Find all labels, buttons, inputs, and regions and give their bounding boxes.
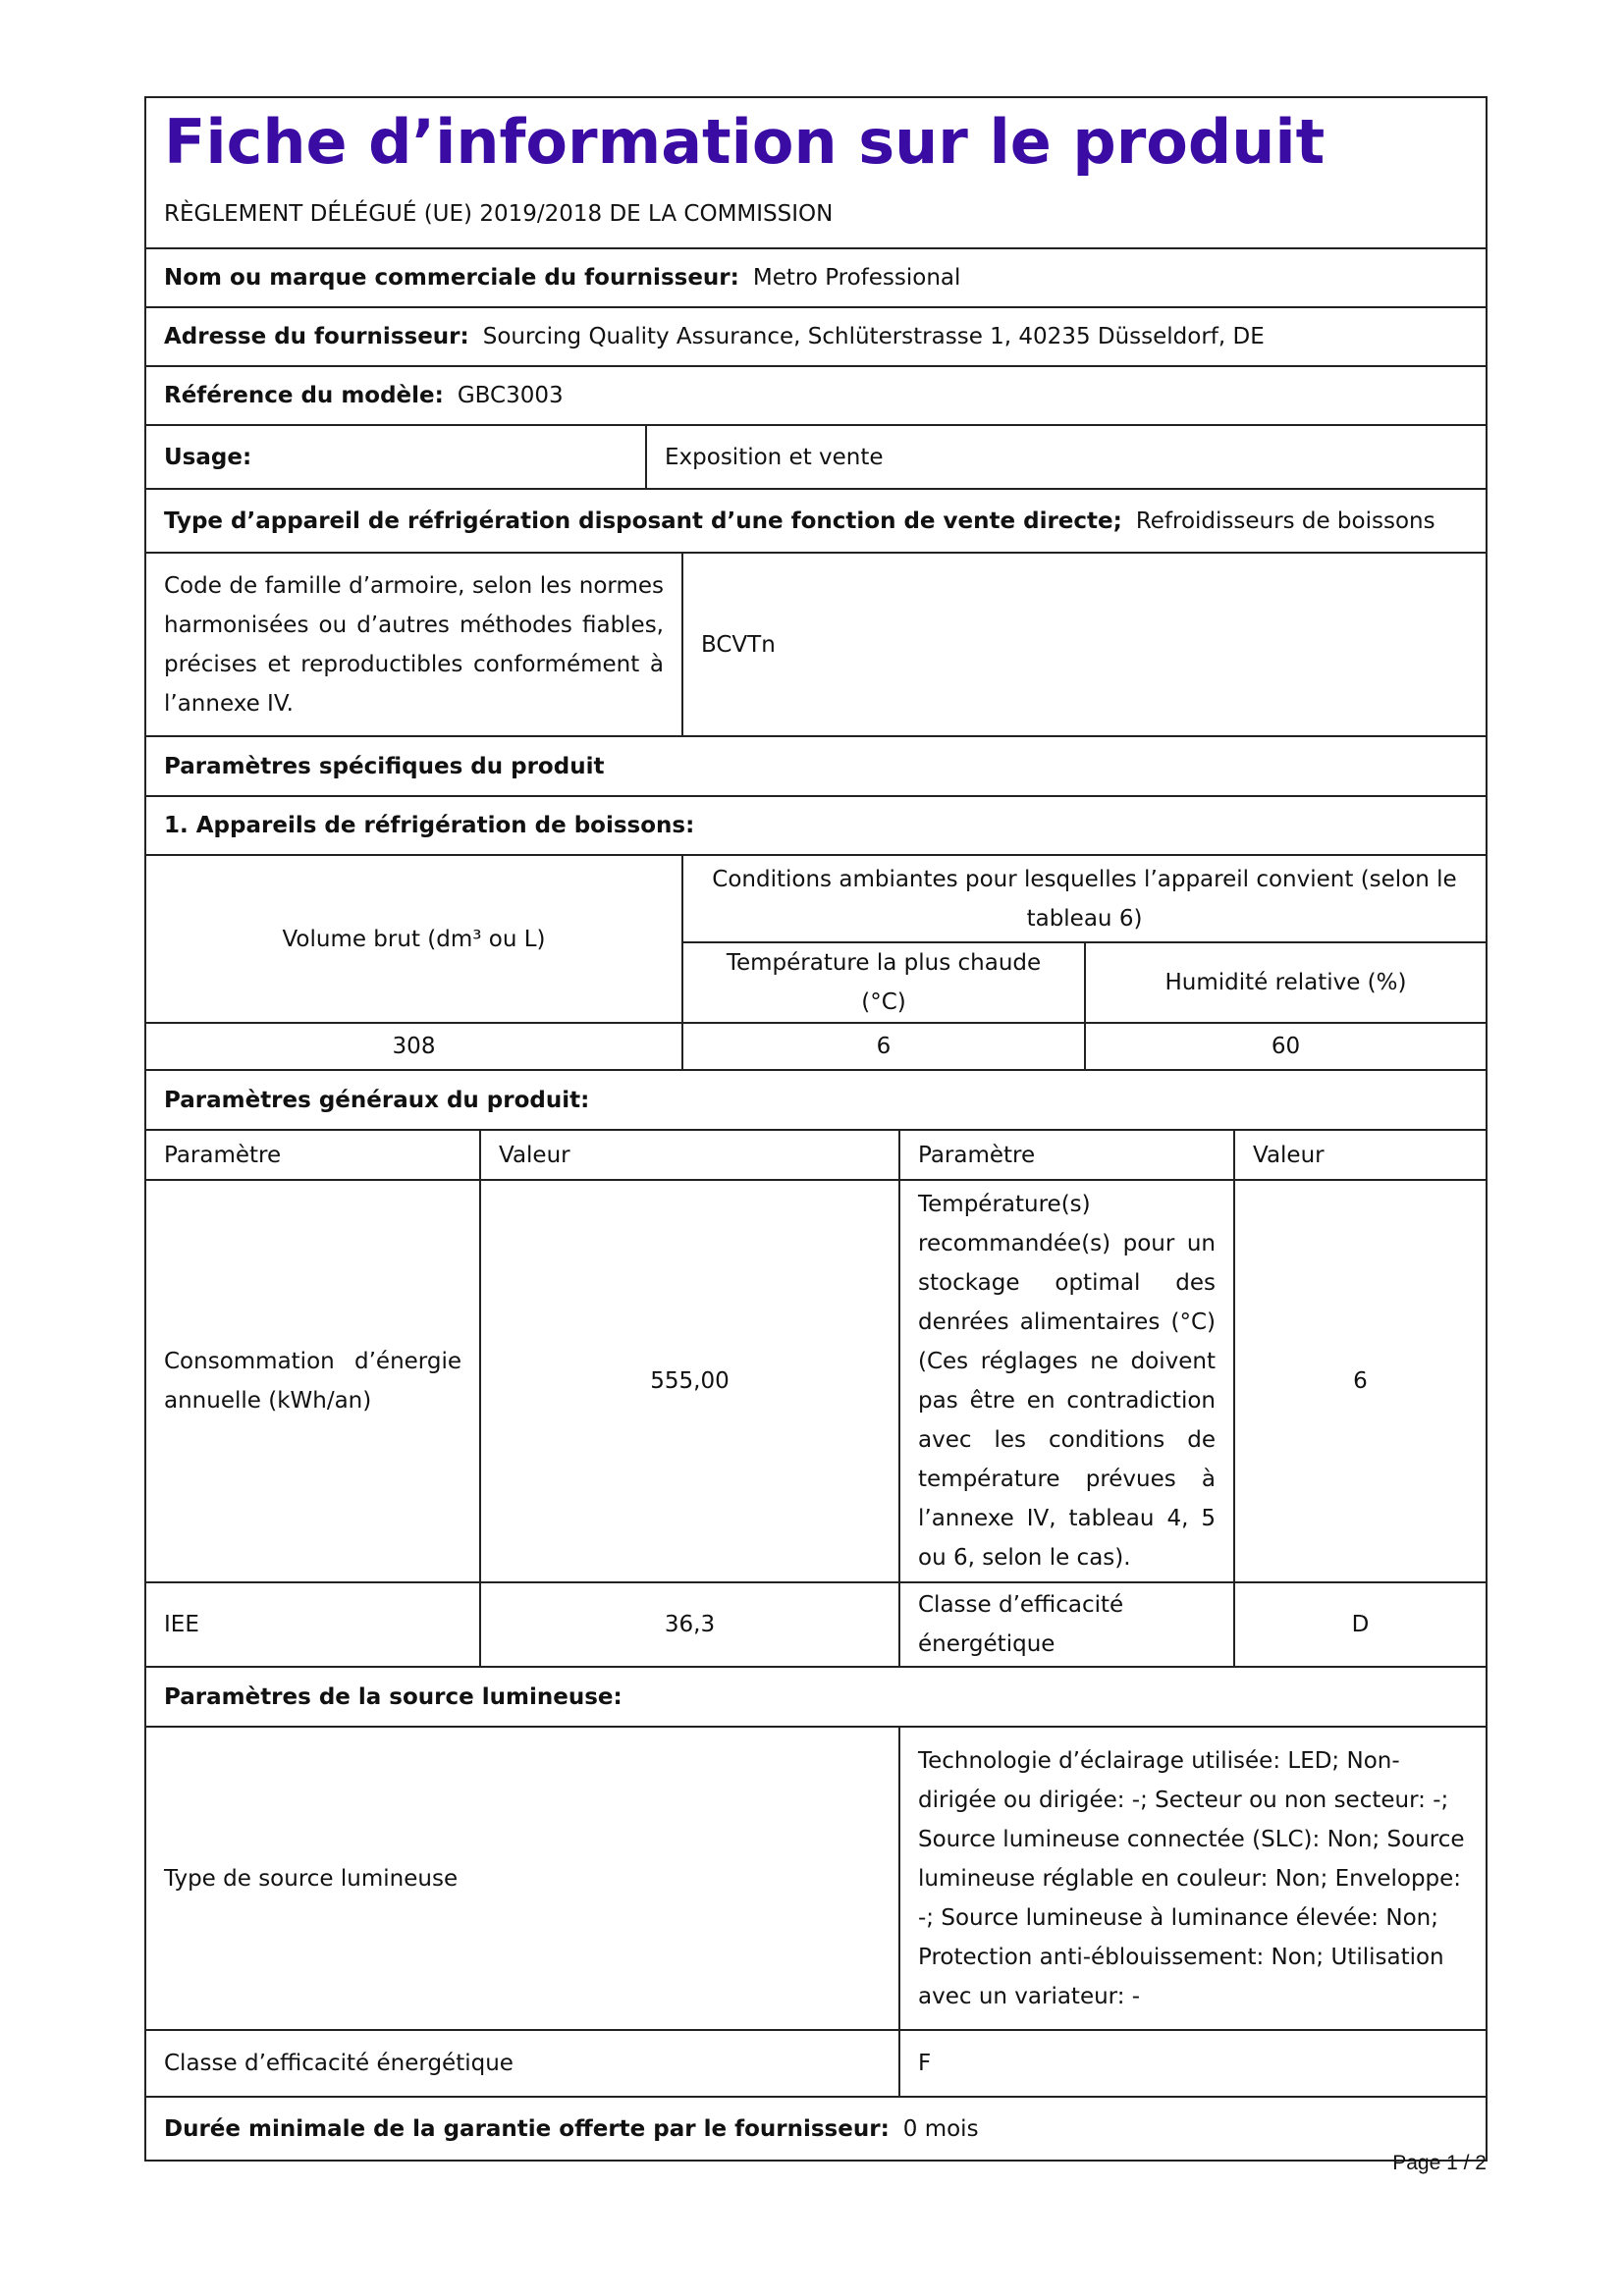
light-energy-class-label: Classe d’efficacité énergétique bbox=[145, 2030, 899, 2097]
model-reference-value: GBC3003 bbox=[457, 383, 564, 408]
iee-value: 36,3 bbox=[480, 1582, 899, 1667]
model-reference-row bbox=[145, 366, 1487, 425]
supplier-name-label: Nom ou marque commerciale du fournisseur: bbox=[164, 265, 739, 291]
light-energy-class-value: F bbox=[899, 2030, 1487, 2097]
product-information-sheet bbox=[144, 96, 1488, 2162]
supplier-name-value: Metro Professional bbox=[752, 265, 961, 291]
cabinet-family-label: Code de famille d’armoire, selon les normes harmonisées ou d’autres méthodes fiables, précises et reproductibles conformément à l’annexe IV. bbox=[145, 554, 682, 736]
column-header-value: Valeur bbox=[1234, 1131, 1487, 1180]
appliance-type-row bbox=[145, 490, 1487, 553]
cabinet-family-table bbox=[144, 554, 1488, 737]
iee-label: IEE bbox=[145, 1582, 480, 1667]
usage-value: Exposition et vente bbox=[646, 426, 1487, 489]
warmest-temperature-label: Température la plus chaude (°C) bbox=[682, 942, 1085, 1023]
recommended-temperature-label: Température(s) recommandée(s) pour un stockage optimal des denrées alimentaires (°C) (Ces réglages ne doivent pas être en contradiction avec les conditions de température prévues à l’annexe IV, tableau 4, 5 ou 6, selon le cas). bbox=[899, 1180, 1234, 1582]
supplier-address-label: Adresse du fournisseur: bbox=[164, 324, 469, 349]
general-params-heading: Paramètres généraux du produit: bbox=[145, 1071, 1487, 1130]
cabinet-family-value: BCVTn bbox=[682, 554, 1487, 736]
relative-humidity-label: Humidité relative (%) bbox=[1085, 942, 1487, 1023]
energy-class-value: D bbox=[1234, 1582, 1487, 1667]
supplier-name-row bbox=[145, 248, 1487, 307]
energy-class-label: Classe d’efficacité énergétique bbox=[899, 1582, 1234, 1667]
light-source-type-value: Technologie d’éclairage utilisée: LED; Non-dirigée ou dirigée: -; Secteur ou non secteur: -; Source lumineuse connectée (SLC): Non; Source lumineuse réglable en couleur: Non; Enveloppe: -; Source lumineuse à luminance élevée: Non; Protection anti-éblouissement: Non; Utilisation avec un variateur: - bbox=[899, 1728, 1487, 2030]
relative-humidity-value: 60 bbox=[1085, 1023, 1487, 1070]
general-params-heading-table bbox=[144, 1071, 1488, 1131]
page-number: Page 1 / 2 bbox=[1392, 2152, 1487, 2174]
warranty-row bbox=[145, 2098, 1487, 2161]
appliance-type-label: Type d’appareil de réfrigération disposant d’une fonction de vente directe; bbox=[164, 507, 1122, 534]
gross-volume-label: Volume brut (dm³ ou L) bbox=[145, 856, 682, 1023]
warranty-label: Durée minimale de la garantie offerte par le fournisseur: bbox=[164, 2115, 890, 2142]
warmest-temperature-value: 6 bbox=[682, 1023, 1085, 1070]
supplier-address-value: Sourcing Quality Assurance, Schlüterstrasse 1, 40235 Düsseldorf, DE bbox=[482, 324, 1265, 349]
column-header-parameter: Paramètre bbox=[899, 1131, 1234, 1180]
annual-energy-value: 555,00 bbox=[480, 1180, 899, 1582]
recommended-temperature-value: 6 bbox=[1234, 1180, 1487, 1582]
specific-params-table bbox=[144, 737, 1488, 856]
specific-params-heading: Paramètres spécifiques du produit bbox=[145, 737, 1487, 796]
warranty-table bbox=[144, 2098, 1488, 2162]
ambient-conditions-table bbox=[144, 856, 1488, 1071]
beverage-cooler-heading: 1. Appareils de réfrigération de boissons: bbox=[145, 796, 1487, 855]
column-header-value: Valeur bbox=[480, 1131, 899, 1180]
light-source-table bbox=[144, 1728, 1488, 2098]
gross-volume-value: 308 bbox=[145, 1023, 682, 1070]
light-source-heading-table bbox=[144, 1668, 1488, 1728]
appliance-type-table bbox=[144, 490, 1488, 554]
usage-label: Usage: bbox=[145, 426, 646, 489]
ambient-conditions-label: Conditions ambiantes pour lesquelles l’appareil convient (selon le tableau 6) bbox=[682, 856, 1487, 942]
annual-energy-label: Consommation d’énergie annuelle (kWh/an) bbox=[145, 1180, 480, 1582]
general-params-table bbox=[144, 1131, 1488, 1668]
regulation-reference: RÈGLEMENT DÉLÉGUÉ (UE) 2019/2018 DE LA COMMISSION bbox=[164, 201, 834, 227]
page-title: Fiche d’information sur le produit bbox=[164, 106, 1326, 178]
model-reference-label: Référence du modèle: bbox=[164, 383, 444, 408]
appliance-type-value: Refroidisseurs de boissons bbox=[1135, 507, 1435, 534]
supplier-address-row bbox=[145, 307, 1487, 366]
light-source-heading: Paramètres de la source lumineuse: bbox=[145, 1668, 1487, 1727]
header-cell bbox=[145, 97, 1487, 248]
column-header-parameter: Paramètre bbox=[145, 1131, 480, 1180]
light-source-type-label: Type de source lumineuse bbox=[145, 1728, 899, 2030]
usage-table bbox=[144, 426, 1488, 490]
header-table bbox=[144, 96, 1488, 426]
warranty-value: 0 mois bbox=[902, 2115, 979, 2142]
